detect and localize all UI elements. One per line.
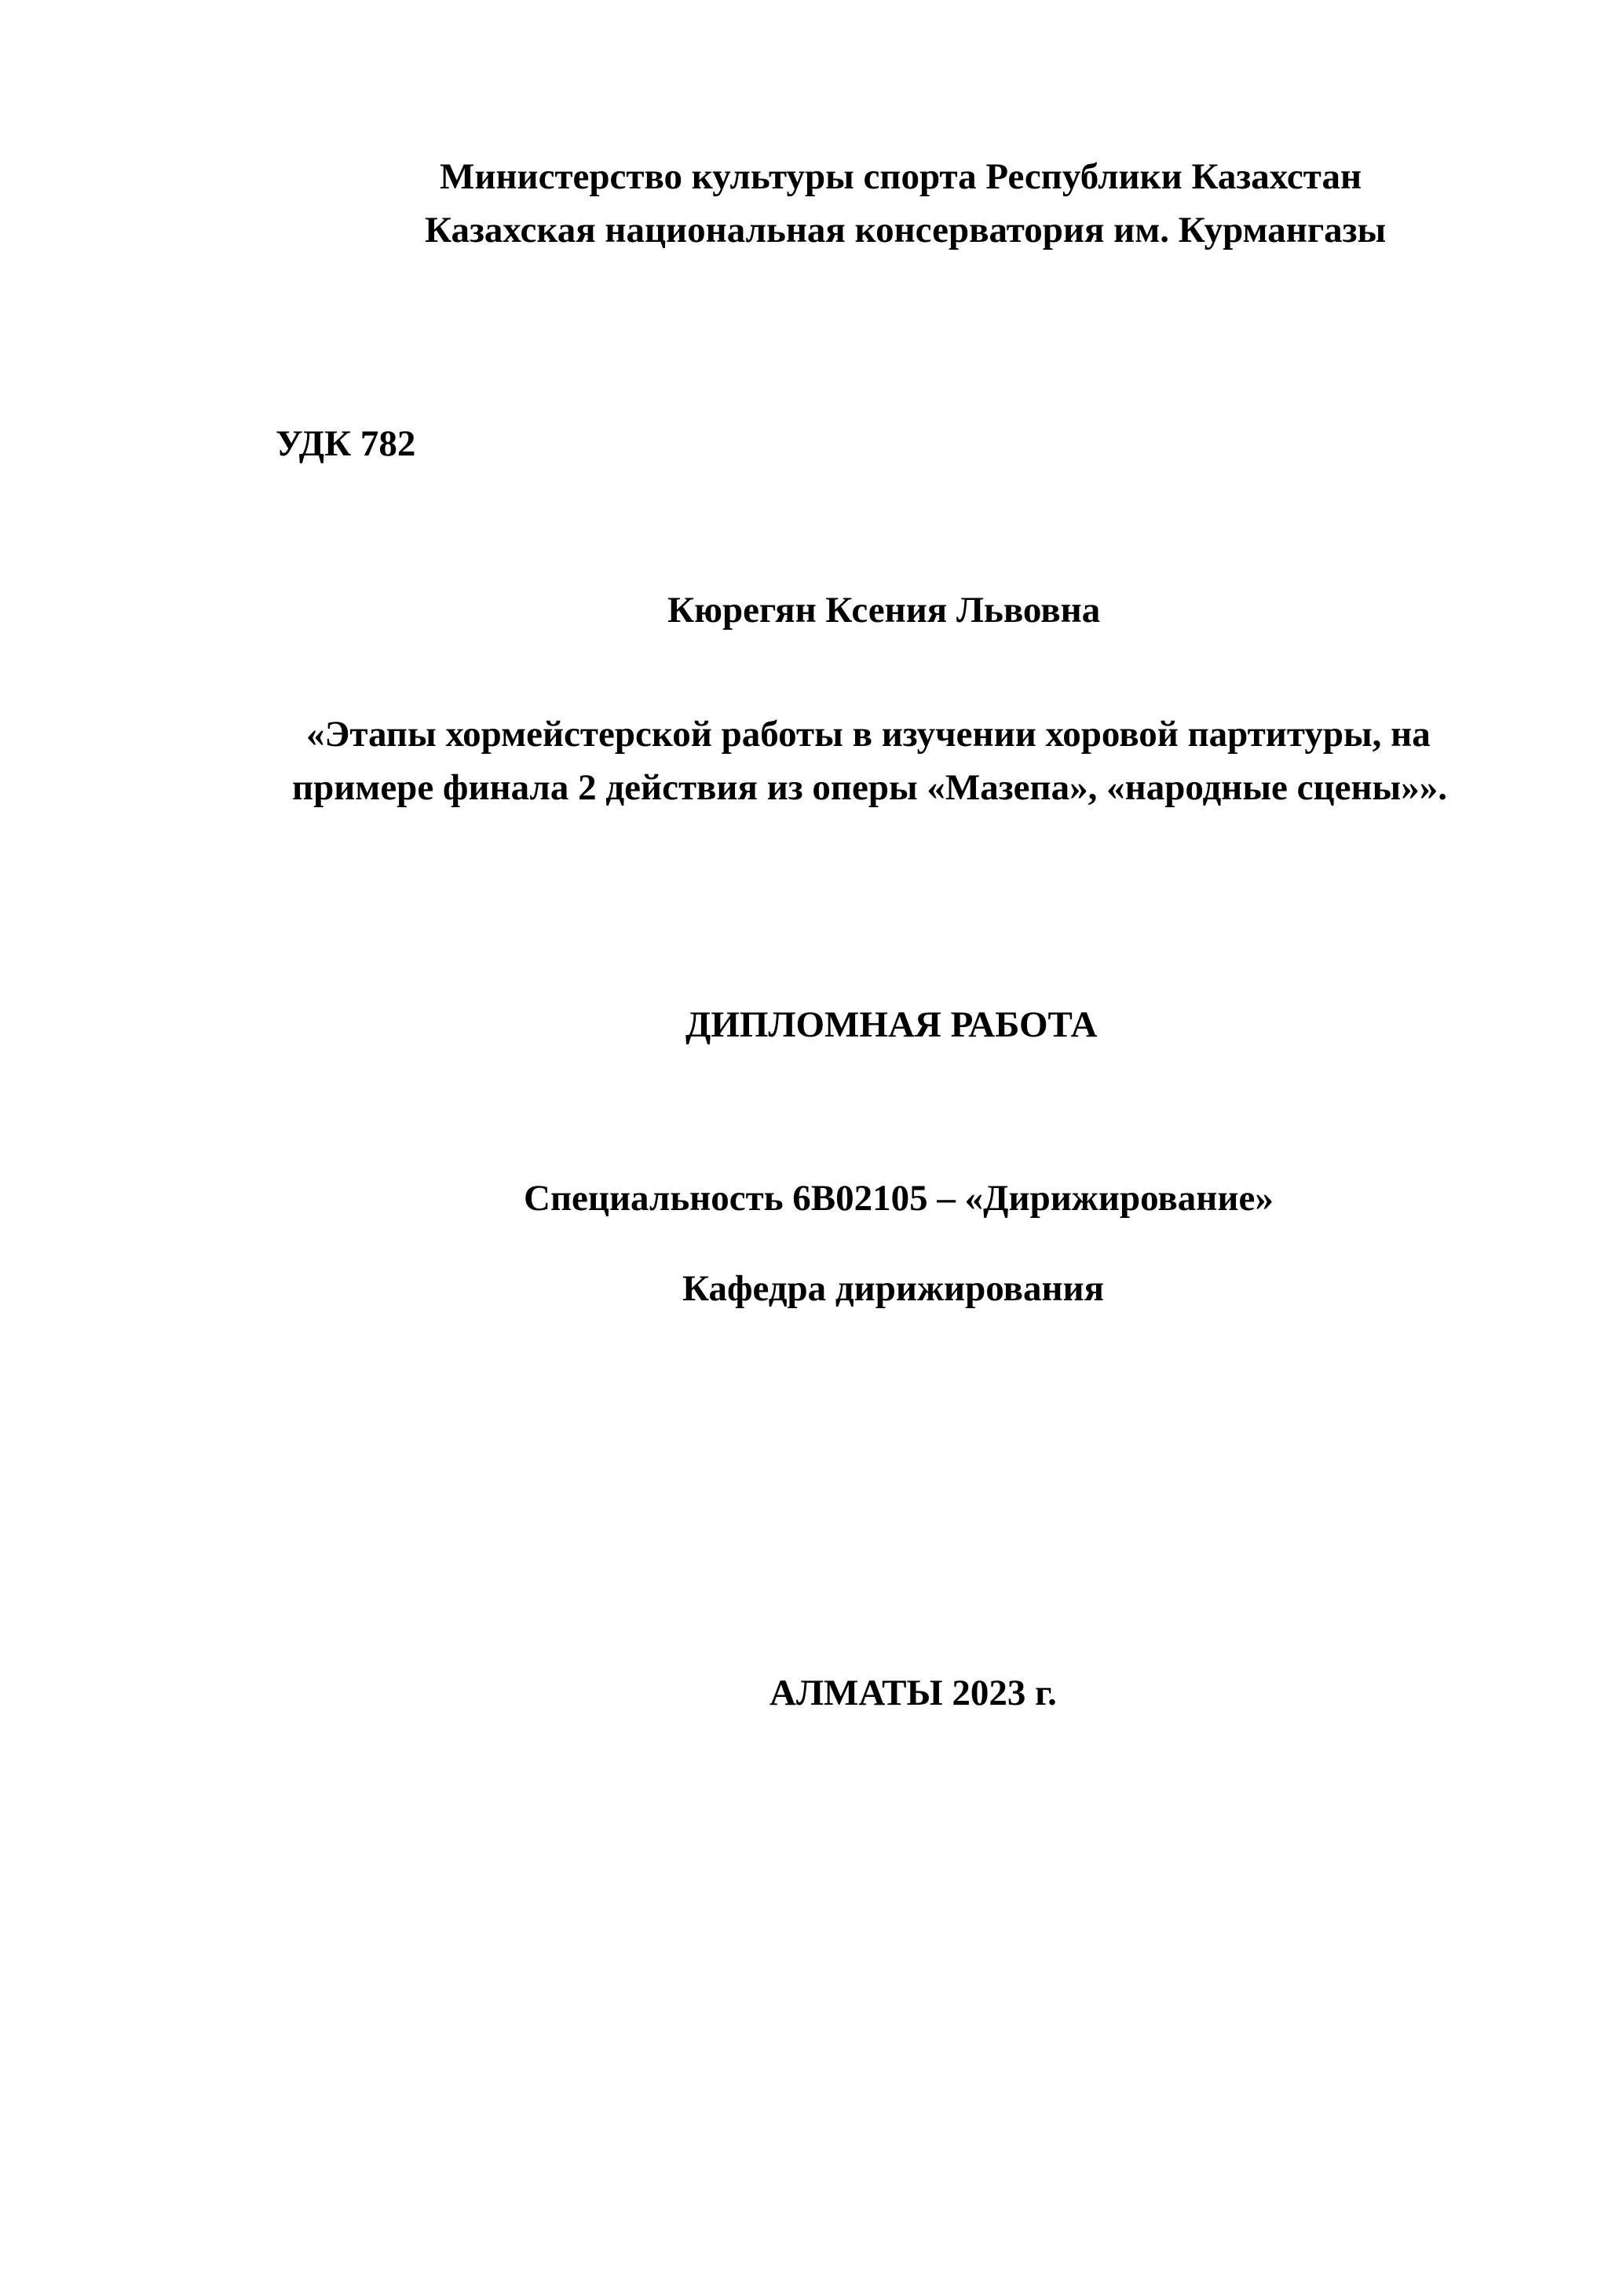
- work-type: ДИПЛОМНАЯ РАБОТА: [685, 1004, 1098, 1045]
- specialty: Специальность 6В02105 – «Дирижирование»: [524, 1178, 1274, 1219]
- ministry-line: Министерство культуры спорта Республики Казахстан: [440, 156, 1362, 197]
- institution-line: Казахская национальная консерватория им. Курмангазы: [425, 210, 1387, 250]
- udk-code: УДК 782: [276, 423, 416, 464]
- department: Кафедра дирижирования: [682, 1268, 1105, 1309]
- city-year: АЛМАТЫ 2023 г.: [769, 1673, 1057, 1713]
- thesis-title-line-2: примере финала 2 действия из оперы «Мазепа», «народные сцены»».: [292, 767, 1447, 808]
- author-name: Кюрегян Ксения Львовна: [667, 590, 1101, 631]
- thesis-title-line-1: «Этапы хормейстерской работы в изучении хоровой партитуры, на: [306, 714, 1431, 755]
